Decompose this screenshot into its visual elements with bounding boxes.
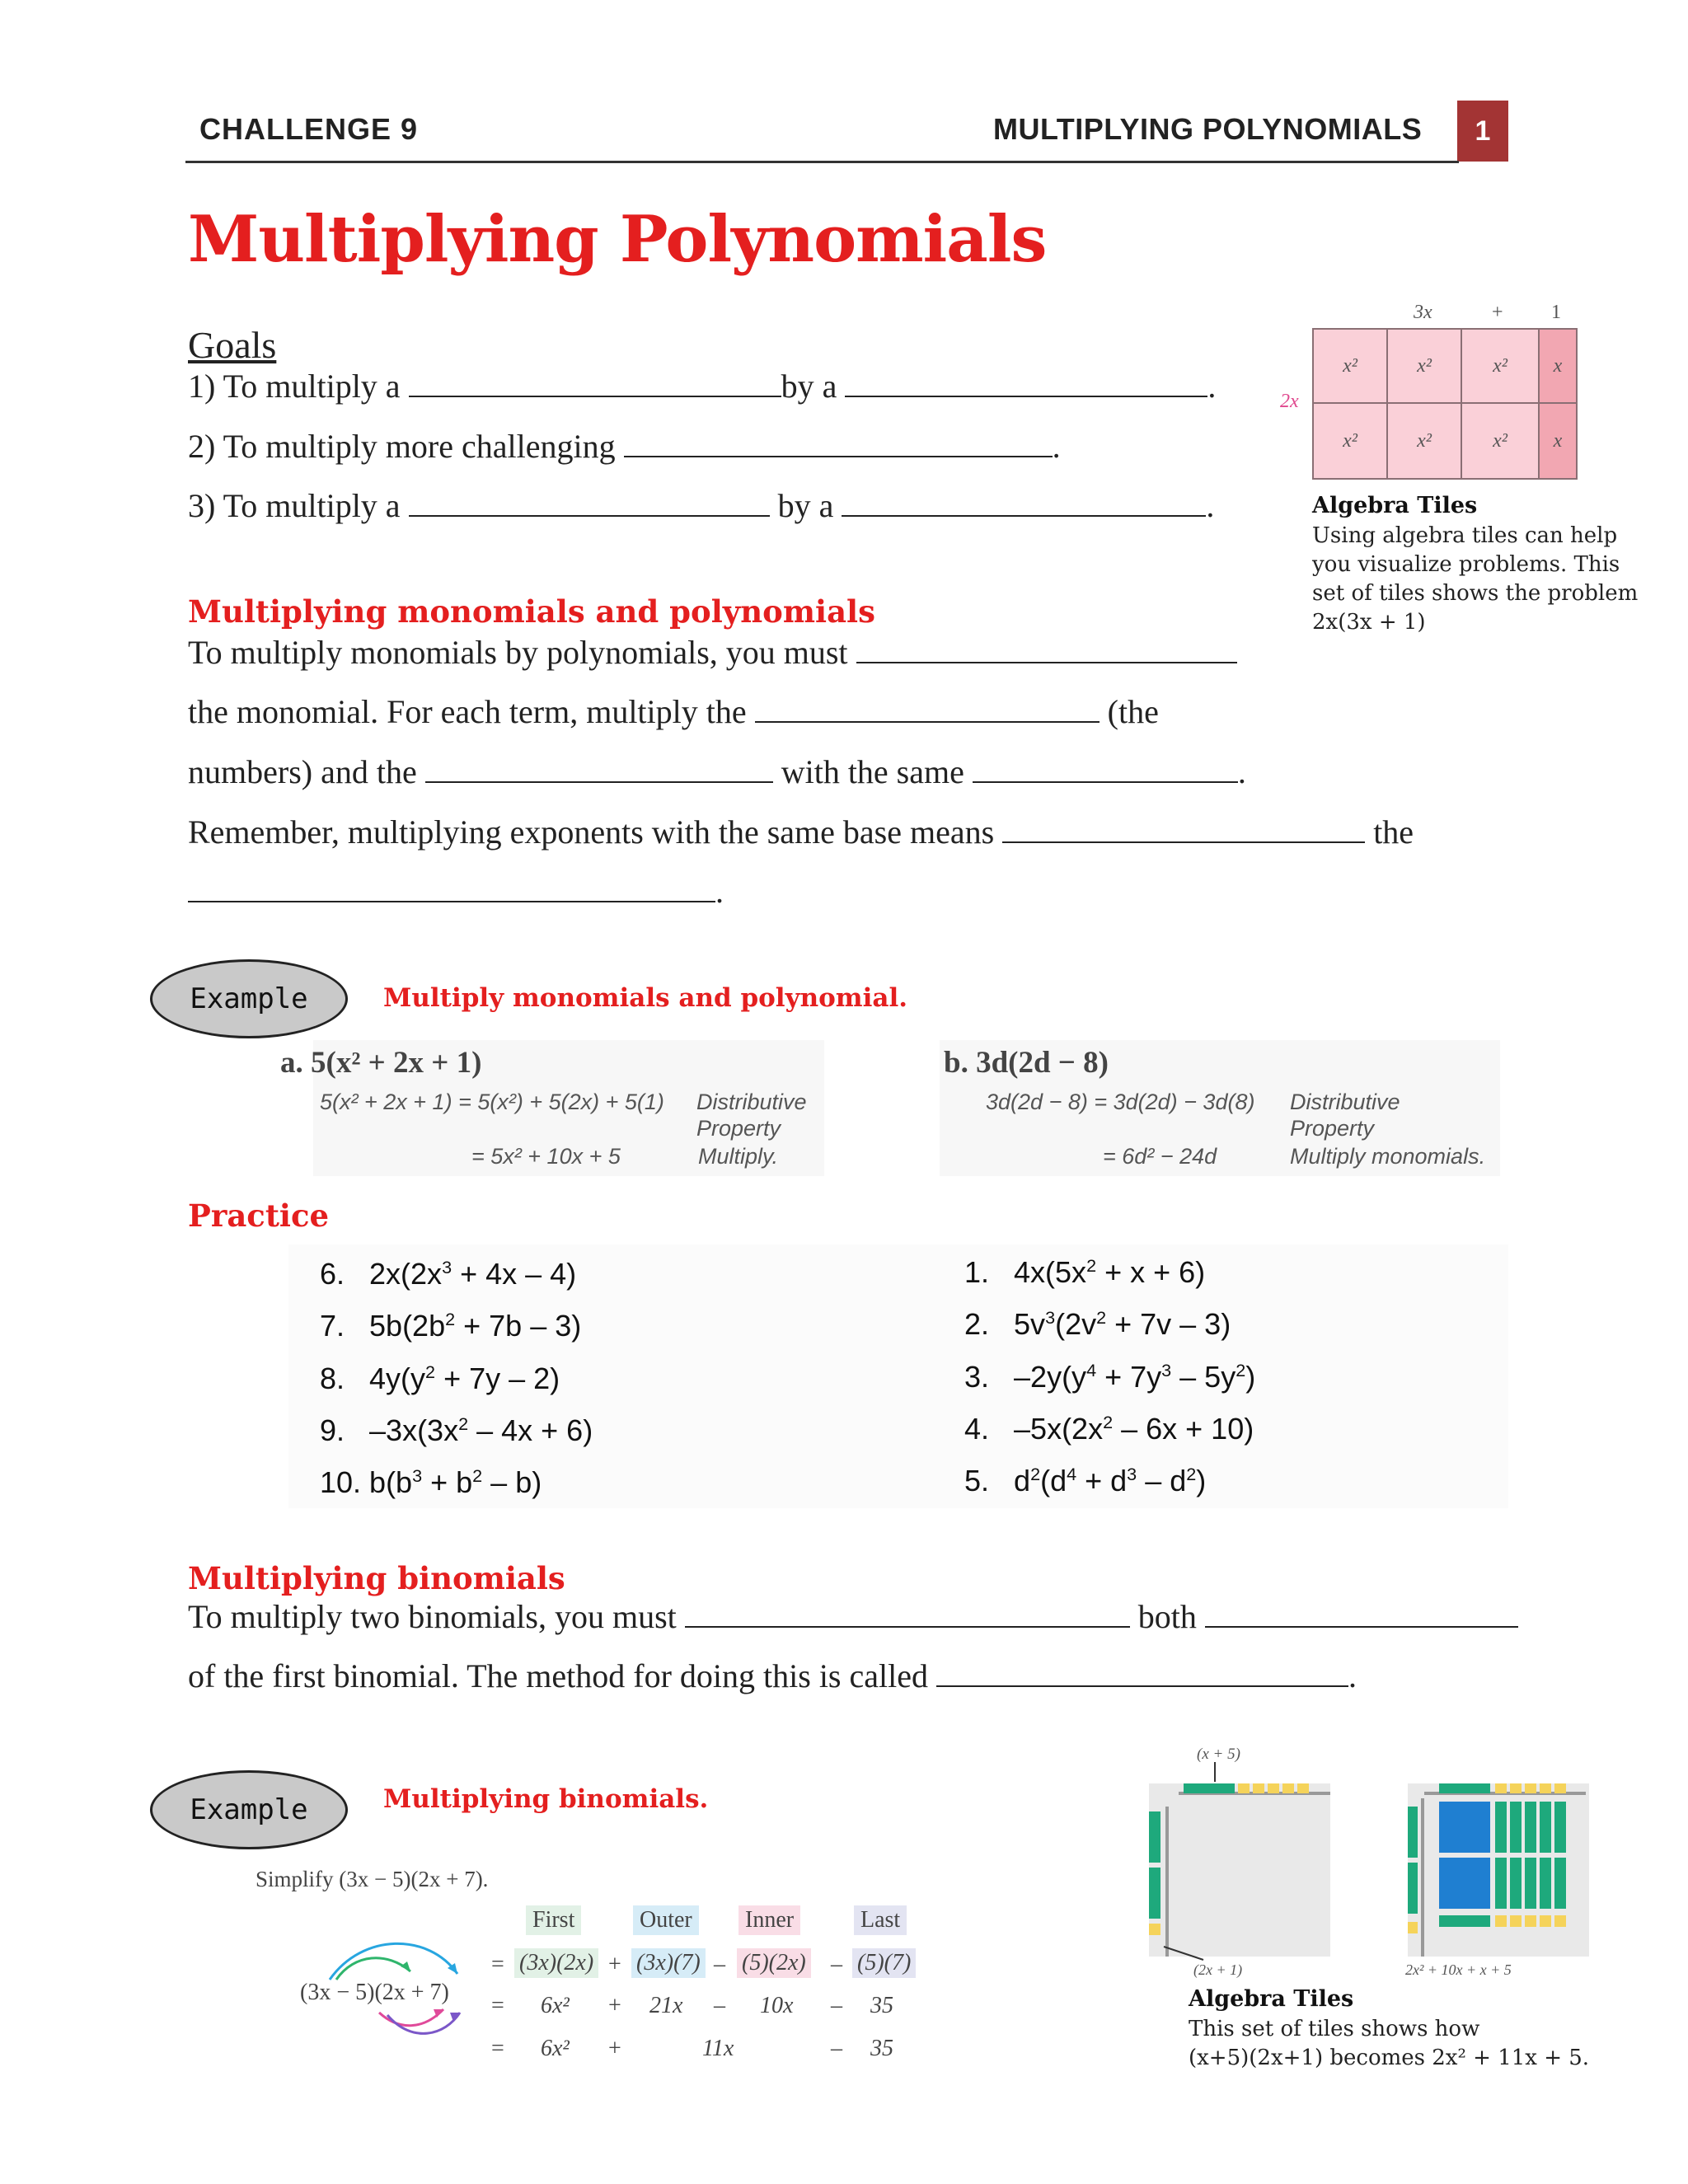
mono-text: numbers) and the — [188, 753, 417, 790]
goal-3 — [188, 486, 1214, 525]
practice-item: 7. $5b(2b^2 + 7b - 3)$ — [320, 1309, 582, 1343]
section-heading-binomials: Multiplying binomials — [188, 1560, 565, 1596]
binomial-expression: (3x − 5)(2x + 7) — [300, 1980, 449, 2005]
foil-first-product: (3x)(2x) — [514, 1948, 598, 1978]
foil-result-term: 11x — [702, 2036, 734, 2061]
board-axis — [1165, 1807, 1169, 1957]
mono-blank-5[interactable] — [1002, 813, 1365, 843]
simplify-text: Simplify (3x − 5)(2x + 7). — [256, 1867, 489, 1891]
tiles-caption-line: 2x(3x + 1) — [1312, 610, 1426, 635]
header-topic: MULTIPLYING POLYNOMIALS — [993, 112, 1423, 146]
tiles-caption-line: Using algebra tiles can help — [1312, 523, 1618, 548]
example-b-step2: = 6d² − 24d — [1103, 1144, 1217, 1169]
example-a-note: Multiply. — [698, 1144, 779, 1169]
minus-sign: – — [831, 1993, 842, 2018]
unit-tile — [1408, 1922, 1418, 1933]
goal-1-period: . — [1207, 368, 1217, 405]
x2-tile — [1439, 1858, 1490, 1909]
bino-blank-1[interactable] — [685, 1598, 1130, 1628]
example-a-step1: 5(x² + 2x + 1) = 5(x²) + 5(2x) + 5(1) — [320, 1090, 664, 1114]
mono-text: Remember, multiplying exponents with the same base means — [188, 813, 995, 851]
goals-heading: Goals — [188, 324, 277, 366]
goal-2-period: . — [1052, 428, 1061, 465]
example-2-title: Multiplying binomials. — [383, 1784, 709, 1814]
example-oval: Example — [150, 959, 348, 1038]
plus-sign: + — [608, 2036, 621, 2061]
bino-line-2 — [188, 1657, 1357, 1695]
x2-tile — [1439, 1802, 1490, 1853]
tiles2-top-label: (x + 5) — [1197, 1746, 1240, 1763]
tiles2-bottom-left-label: (2x + 1) — [1193, 1961, 1243, 1978]
goal-3-blank-a[interactable] — [409, 487, 770, 517]
example-a-step2: = 5x² + 10x + 5 — [471, 1144, 621, 1169]
mono-line-2 — [188, 692, 1159, 731]
foil-result-term: 35 — [870, 2036, 893, 2061]
mono-text: (the — [1107, 693, 1159, 730]
unit-tile — [1253, 1783, 1264, 1793]
foil-last-product: (5)(7) — [852, 1948, 916, 1978]
unit-tile — [1282, 1783, 1294, 1793]
mono-text: . — [715, 873, 724, 910]
goal-1-text: 1) To multiply a — [188, 368, 401, 405]
practice-item: 10. $b(b^3 + b^2 - b)$ — [320, 1465, 542, 1499]
foil-term: 21x — [649, 1993, 683, 2018]
example-b-note: Distributive — [1290, 1090, 1400, 1114]
example-a-note: Distributive — [696, 1090, 807, 1114]
example-oval: Example — [150, 1770, 348, 1849]
example-b-heading: b. 3d(2d − 8) — [944, 1046, 1109, 1080]
foil-label-inner: Inner — [738, 1905, 800, 1935]
mono-text: with the same — [781, 753, 964, 790]
x-tile — [1439, 1783, 1490, 1793]
minus-sign: – — [714, 1952, 725, 1977]
tile-x2: x² — [1312, 402, 1388, 480]
goal-1-blank-b[interactable] — [845, 368, 1207, 397]
foil-term: 6x² — [541, 1993, 570, 2018]
bino-blank-2[interactable] — [1205, 1598, 1518, 1628]
practice-heading: Practice — [188, 1197, 330, 1234]
mono-text: To multiply monomials by polynomials, you must — [188, 634, 848, 671]
foil-arrows — [313, 1937, 478, 2052]
example-b-note: Property — [1290, 1116, 1375, 1141]
tile-x: x — [1538, 328, 1578, 404]
tile-label-3x: 3x — [1414, 302, 1432, 323]
tile-x: x — [1538, 402, 1578, 480]
example-b-step1: 3d(2d − 8) = 3d(2d) − 3d(8) — [986, 1090, 1255, 1114]
practice-item: 3. $-2y(y^4 + 7y^3 - 5y^2)$ — [964, 1360, 1256, 1394]
tiles-caption-line: you visualize problems. This — [1312, 552, 1620, 577]
mono-blank-3[interactable] — [425, 753, 773, 783]
mono-line-3 — [188, 752, 1246, 791]
example-b-note: Multiply monomials. — [1290, 1144, 1486, 1169]
example-a-heading: a. 5(x² + 2x + 1) — [280, 1046, 482, 1080]
tiles2-caption-line: This set of tiles shows how — [1189, 2017, 1480, 2041]
goal-3-period: . — [1206, 487, 1215, 524]
equals-sign: = — [491, 1952, 504, 1977]
tile-x2: x² — [1461, 328, 1540, 404]
mono-text: . — [1237, 753, 1246, 790]
tiles2-caption-line: (x+5)(2x+1) becomes 2x² + 11x + 5. — [1189, 2046, 1590, 2070]
bino-text: To multiply two binomials, you must — [188, 1598, 677, 1635]
goal-2 — [188, 427, 1061, 466]
mono-line-1 — [188, 633, 1237, 672]
equals-sign: = — [491, 1993, 504, 2018]
tile-x2: x² — [1461, 402, 1540, 480]
practice-item: 8. $4y(y^2 + 7y - 2)$ — [320, 1361, 560, 1395]
x-tile — [1184, 1783, 1235, 1793]
mono-text: the — [1373, 813, 1414, 851]
minus-sign: – — [831, 2036, 842, 2061]
board-axis — [1421, 1798, 1424, 1957]
practice-item: 4. $-5x(2x^2 - 6x + 10)$ — [964, 1412, 1254, 1446]
foil-label-outer: Outer — [633, 1905, 699, 1935]
bino-text: of the first binomial. The method for doing this is called — [188, 1657, 928, 1694]
foil-result-term: 6x² — [541, 2036, 570, 2061]
goal-3-text: 3) To multiply a — [188, 487, 401, 524]
mono-blank-1[interactable] — [856, 634, 1237, 663]
unit-tile — [1238, 1783, 1250, 1793]
x-tile — [1439, 1915, 1490, 1927]
mono-blank-6[interactable] — [188, 873, 715, 902]
practice-item: 6. $2x(2x^3 + 4x - 4)$ — [320, 1257, 577, 1291]
goal-1 — [188, 367, 1216, 405]
page-title: Multiplying Polynomials — [188, 202, 1047, 277]
goal-1-blank-a[interactable] — [409, 368, 781, 397]
example-a-note: Property — [696, 1116, 781, 1141]
mono-blank-2[interactable] — [755, 693, 1100, 723]
header-challenge: CHALLENGE 9 — [199, 112, 419, 146]
foil-label-first: First — [526, 1905, 581, 1935]
minus-sign: – — [831, 1952, 842, 1977]
goal-3-blank-b[interactable] — [842, 487, 1206, 517]
left-board — [1149, 1783, 1330, 1957]
page-number-badge: 1 — [1457, 101, 1508, 162]
minus-sign: – — [714, 1993, 725, 2018]
mono-text: the monomial. For each term, multiply the — [188, 693, 747, 730]
practice-item: 1. $4x(5x^2 + x + 6)$ — [964, 1255, 1206, 1289]
foil-term: 10x — [760, 1993, 794, 2018]
tiles2-graphic — [1146, 1757, 1624, 1963]
foil-inner-product: (5)(2x) — [737, 1948, 811, 1978]
mono-line-4 — [188, 813, 1414, 851]
tile-label-plus: + — [1492, 302, 1503, 323]
header-rule — [185, 161, 1459, 163]
tiles-caption-line: set of tiles shows the problem — [1312, 581, 1639, 606]
bino-line-1 — [188, 1597, 1518, 1636]
foil-term: 35 — [870, 1993, 893, 2018]
mono-line-5 — [188, 872, 724, 911]
plus-sign: + — [608, 1993, 621, 2018]
plus-sign: + — [608, 1952, 621, 1977]
mono-blank-4[interactable] — [973, 753, 1238, 783]
tiles2-bottom-right-label: 2x² + 10x + x + 5 — [1405, 1961, 1512, 1978]
practice-item: 5. $d^2(d^4 + d^3 - d^2)$ — [964, 1464, 1207, 1497]
x-tile — [1149, 1868, 1160, 1919]
equals-sign: = — [491, 2036, 504, 2061]
x-tile — [1149, 1811, 1160, 1863]
tile-x2: x² — [1386, 402, 1462, 480]
unit-tile — [1268, 1783, 1279, 1793]
tile-x2: x² — [1312, 328, 1388, 404]
x-tile — [1408, 1807, 1418, 1858]
tile-label-2x: 2x — [1280, 391, 1299, 412]
practice-item: 2. $5v^3(2v^2 + 7v - 3)$ — [964, 1307, 1231, 1341]
example-1-title: Multiply monomials and polynomial. — [383, 983, 908, 1013]
goal-1-by: by a — [781, 368, 837, 405]
foil-label-last: Last — [854, 1905, 907, 1935]
foil-outer-product: (3x)(7) — [631, 1948, 706, 1978]
bino-text: . — [1348, 1657, 1357, 1694]
unit-tile — [1297, 1783, 1309, 1793]
tiles-caption-title: Algebra Tiles — [1312, 493, 1478, 518]
tile-label-1: 1 — [1551, 302, 1561, 323]
goal-2-blank[interactable] — [624, 428, 1053, 457]
practice-item: 9. $-3x(3x^2 - 4x + 6)$ — [320, 1413, 593, 1447]
goal-3-by: by a — [777, 487, 834, 524]
x-tile — [1408, 1863, 1418, 1914]
unit-tile — [1149, 1924, 1160, 1935]
arrow-head — [401, 1961, 410, 1971]
goal-2-text: 2) To multiply more challenging — [188, 428, 616, 465]
tiles2-caption-title: Algebra Tiles — [1189, 1986, 1354, 2012]
bino-text: both — [1137, 1598, 1197, 1635]
section-heading-monomials: Multiplying monomials and polynomials — [188, 593, 875, 630]
bino-blank-3[interactable] — [936, 1657, 1348, 1687]
tile-x2: x² — [1386, 328, 1462, 404]
